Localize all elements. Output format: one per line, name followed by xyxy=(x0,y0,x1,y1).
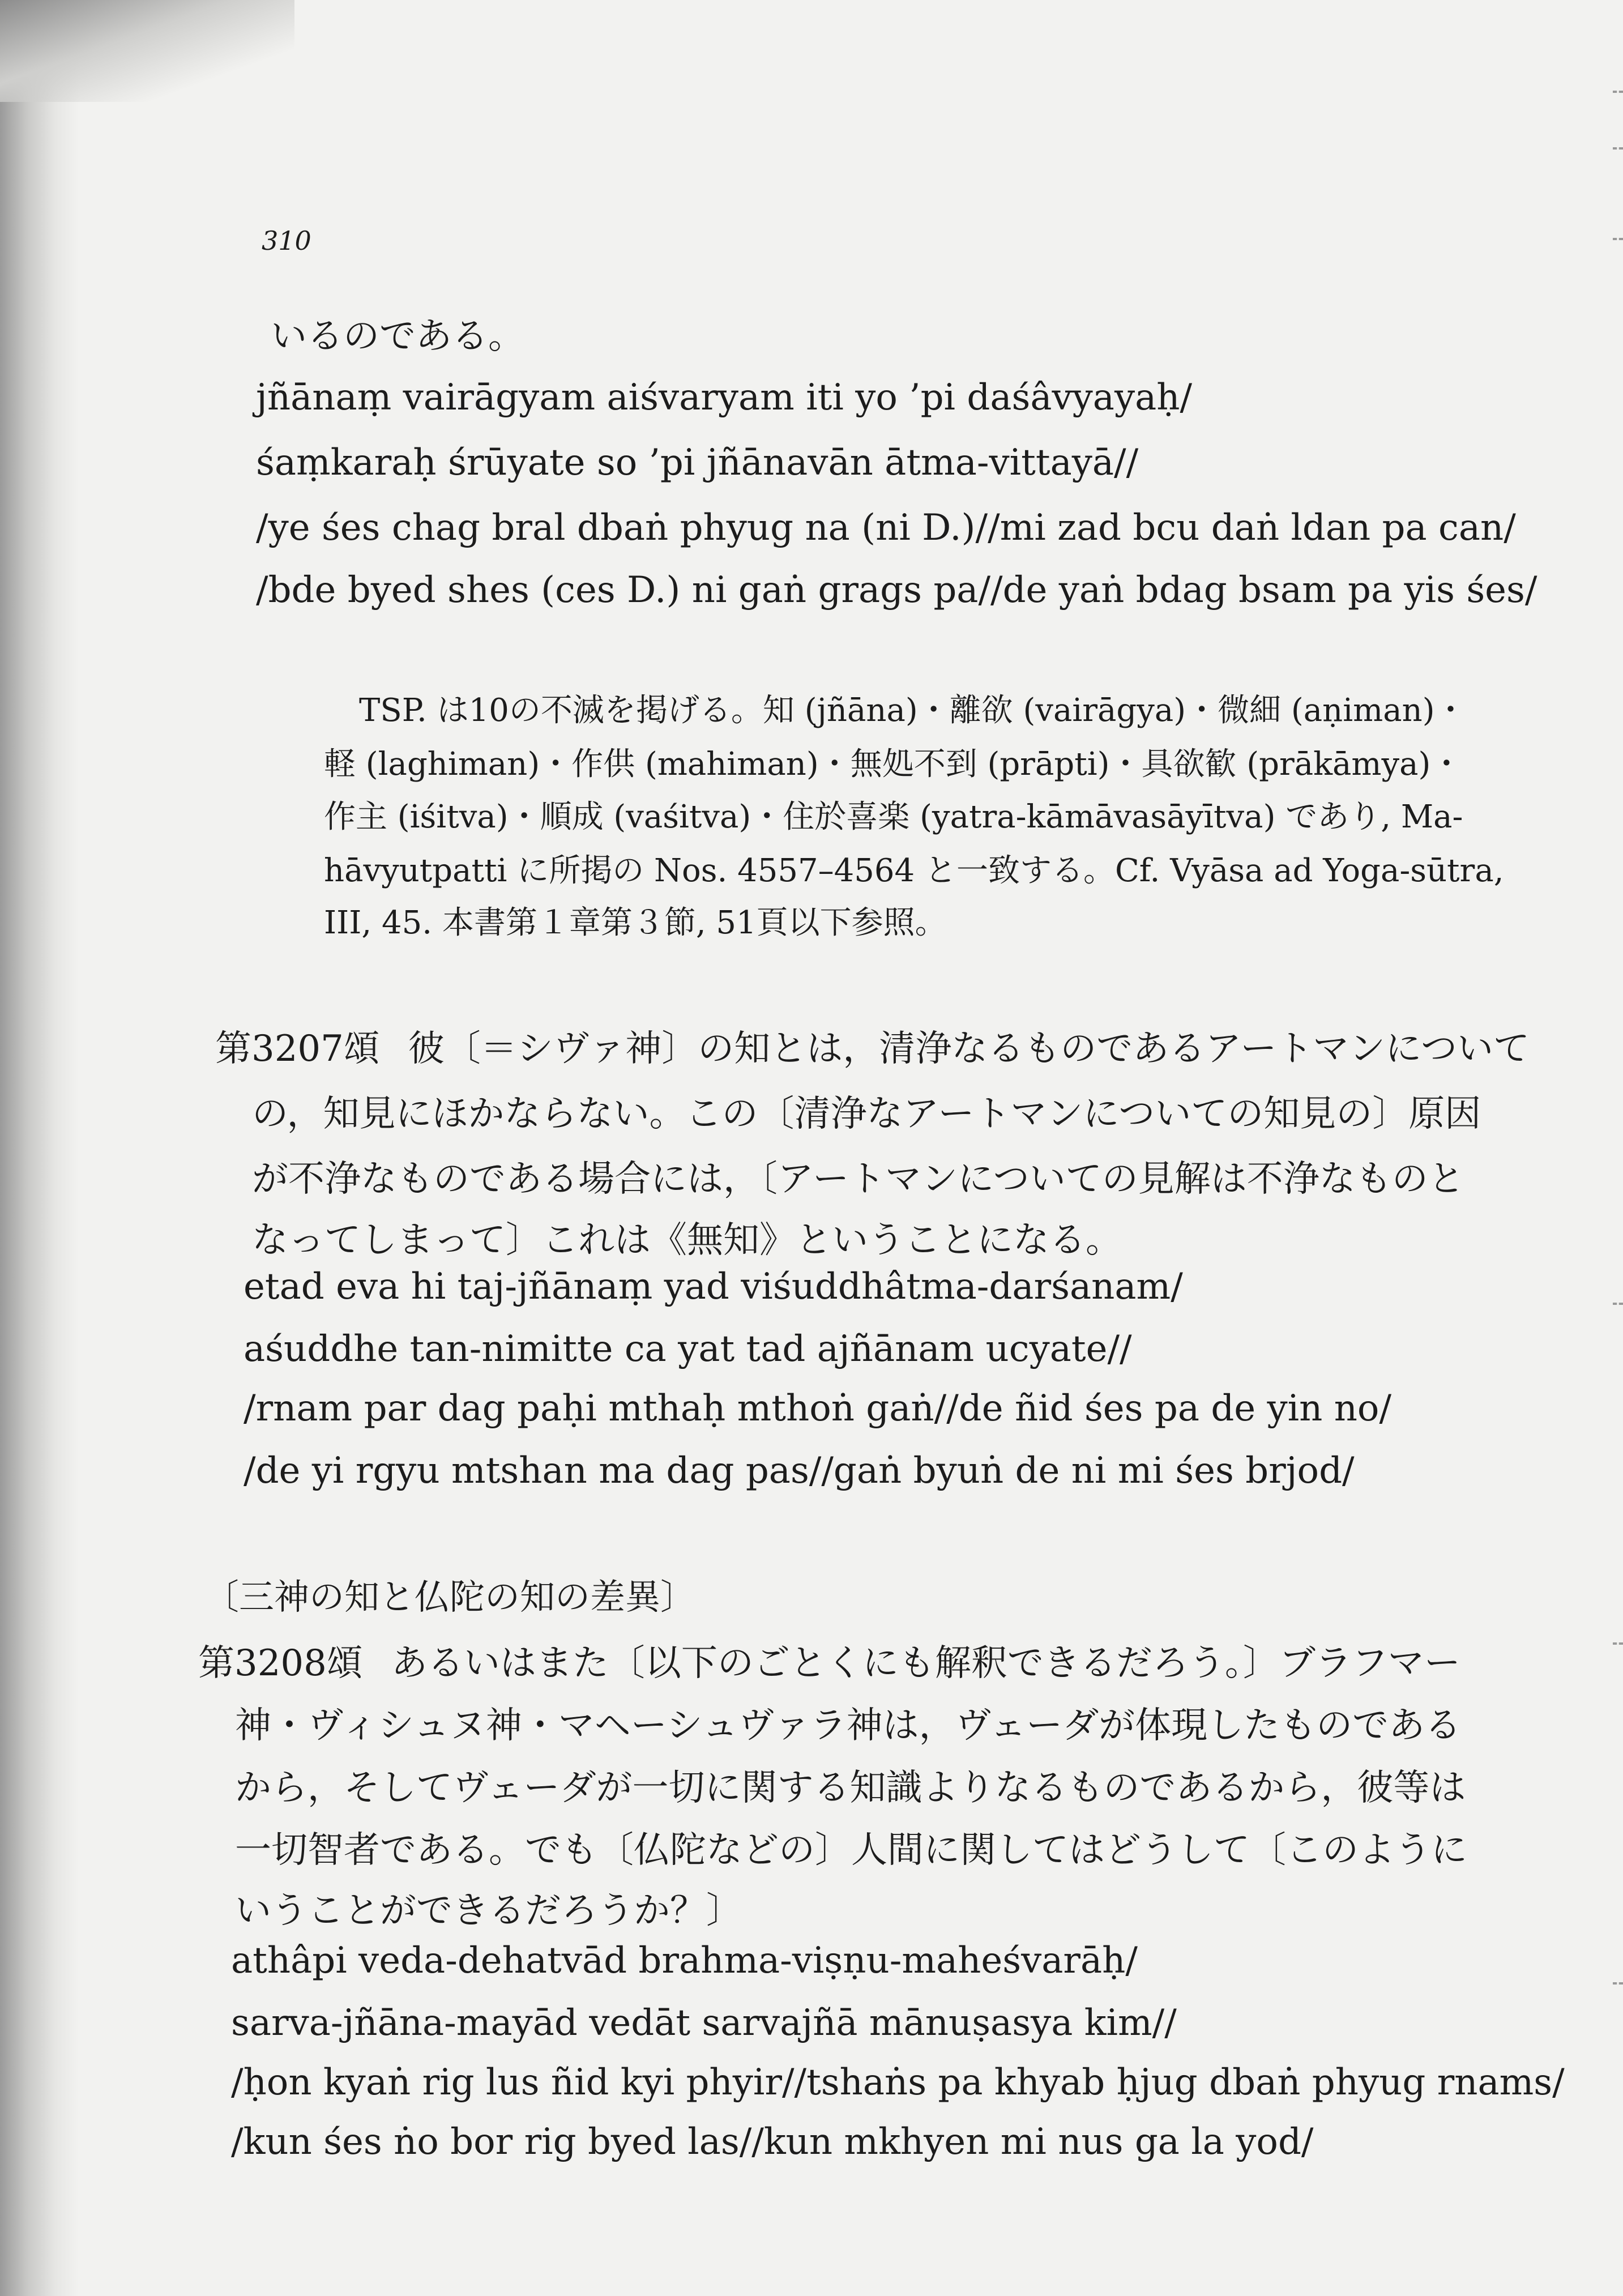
verse-3208-tibetan-line: /ḥon kyaṅ rig lus ñid kyi phyir//tshaṅs pa khyab ḥjug dbaṅ phyug rnams/ xyxy=(231,2062,1565,2103)
scan-corner-shadow xyxy=(0,0,294,102)
verse-3207-line: の，知見にほかならない。この〔清浄なアートマンについての知見の〕原因 xyxy=(252,1093,1481,1135)
verse-3207-label: 第3207頌 xyxy=(215,1028,380,1070)
footnote-line: 軽 (laghiman)・作供 (mahiman)・無処不到 (prāpti)・具欲歓 (prākāmya)・ xyxy=(324,746,1463,783)
page-number: 310 xyxy=(262,225,311,256)
spine-mark xyxy=(1613,1982,1623,1985)
verse-3208-tibetan-line: /kun śes ṅo bor rig byed las//kun mkhyen mi nus ga la yod/ xyxy=(231,2121,1314,2163)
verse-3208-line: 一切智者である。でも〔仏陀などの〕人間に関してはどうして〔このように xyxy=(235,1829,1467,1871)
verse-3208-first-line xyxy=(198,1634,1460,1686)
footnote-line: hāvyutpatti に所掲の Nos. 4557–4564 と一致する。Cf. Vyāsa ad Yoga-sūtra, xyxy=(324,852,1504,889)
verse-3208-text: あるいはまた〔以下のごとくにも解釈できるだろう。〕ブラフマー xyxy=(391,1642,1460,1684)
footnote-line: 作主 (iśitva)・順成 (vaśitva)・住於喜楽 (yatra-kāmāvasāyītva) であり, Ma- xyxy=(324,799,1463,835)
verse1-sanskrit-line: jñānaṃ vairāgyam aiśvaryam iti yo ’pi daśâvyayaḥ/ xyxy=(256,377,1193,419)
verse-3207-tibetan-line: /de yi rgyu mtshan ma dag pas//gaṅ byuṅ de ni mi śes brjod/ xyxy=(244,1450,1355,1492)
verse1-tibetan-line: /bde byed shes (ces D.) ni gaṅ grags pa//de yaṅ bdag bsam pa yis śes/ xyxy=(256,569,1537,611)
verse-3208-sanskrit-line: athâpi veda-dehatvād brahma-viṣṇu-maheśvarāḥ/ xyxy=(231,1940,1138,1982)
verse-3207-line: が不浄なものである場合には，〔アートマンについての見解は不浄なものと xyxy=(252,1158,1464,1200)
spine-mark xyxy=(1613,91,1623,93)
spine-mark xyxy=(1613,238,1623,240)
verse-3207-text: 彼〔＝シヴァ神〕の知とは，清浄なるものであるアートマンについて xyxy=(408,1028,1530,1070)
verse-3208-line: 神・ヴィシュヌ神・マヘーシュヴァラ神は，ヴェーダが体現したものである xyxy=(235,1705,1462,1747)
spine-mark xyxy=(1613,1303,1623,1305)
verse1-tibetan-line: /ye śes chag bral dbaṅ phyug na (ni D.)//mi zad bcu daṅ ldan pa can/ xyxy=(256,507,1516,549)
verse-3208-label: 第3208頌 xyxy=(198,1642,363,1684)
verse-3207-tibetan-line: /rnam par dag paḥi mthaḥ mthoṅ gaṅ//de ñid śes pa de yin no/ xyxy=(244,1388,1391,1429)
verse-3207-first-line xyxy=(215,1019,1530,1072)
scan-shadow xyxy=(0,0,79,2296)
footnote-line: III, 45. 本書第１章第３節, 51頁以下参照。 xyxy=(324,904,947,941)
verse1-sanskrit-line: śaṃkaraḥ śrūyate so ’pi jñānavān ātma-vittayā// xyxy=(256,442,1139,484)
verse-3207-sanskrit-line: etad eva hi taj-jñānaṃ yad viśuddhâtma-darśanam/ xyxy=(244,1266,1183,1308)
footnote-line: TSP. は10の不滅を掲げる。知 (jñāna)・離欲 (vairāgya)・微細 (aṇiman)・ xyxy=(359,692,1467,729)
verse-3208-sanskrit-line: sarva-jñāna-mayād vedāt sarvajñā mānuṣasya kim// xyxy=(231,2002,1177,2044)
verse-3207-line: なってしまって〕これは《無知》ということになる。 xyxy=(252,1219,1122,1261)
spine-mark xyxy=(1613,1642,1623,1645)
spine-mark xyxy=(1613,147,1623,150)
section-heading: 〔三神の知と仏陀の知の差異〕 xyxy=(204,1576,696,1618)
verse-3207-sanskrit-line: aśuddhe tan-nimitte ca yat tad ajñānam ucyate// xyxy=(244,1328,1132,1370)
opening-line: いるのである。 xyxy=(271,315,524,357)
verse-3208-line: いうことができるだろうか？〕 xyxy=(235,1890,742,1932)
verse-3208-line: から，そしてヴェーダが一切に関する知識よりなるものであるから，彼等は xyxy=(235,1767,1466,1809)
